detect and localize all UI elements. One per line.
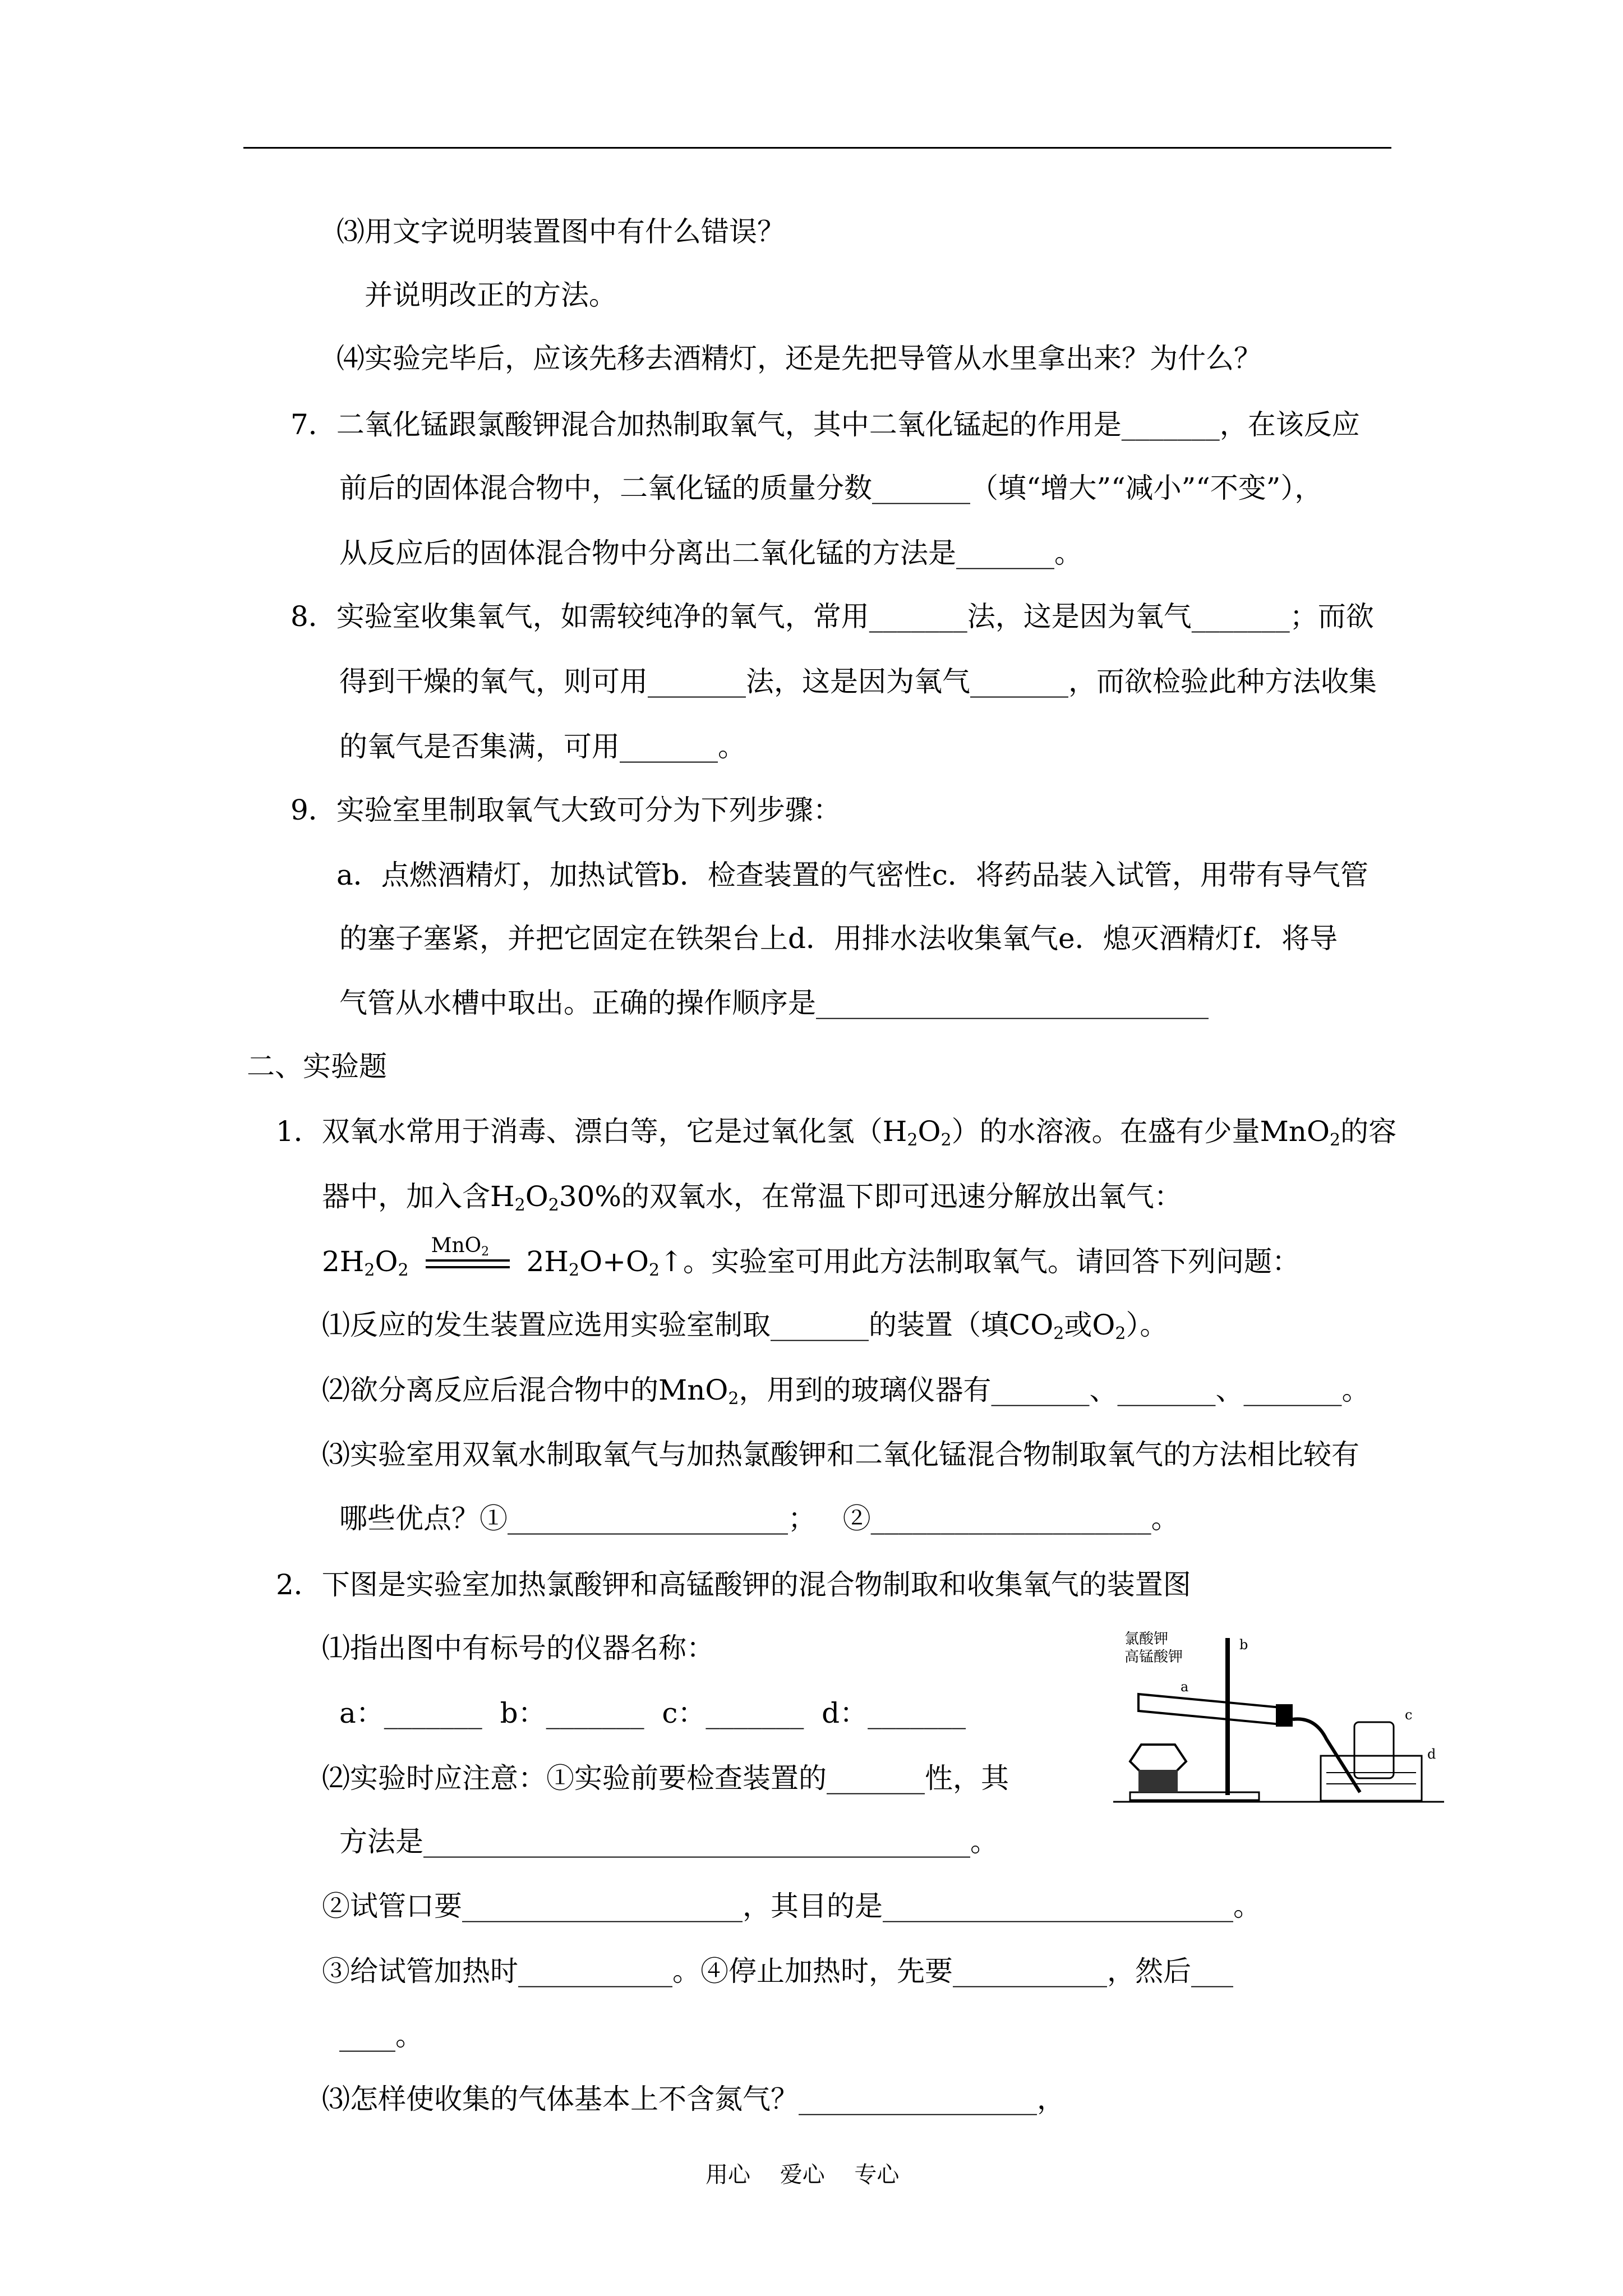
text-line: ②试管口要____________________，其目的是_________________________。 <box>322 1890 1261 1922</box>
sub: 2 <box>569 1260 580 1280</box>
sub: 2 <box>649 1260 660 1280</box>
sub: 2 <box>940 1130 952 1150</box>
text-line: 气管从水槽中取出。正确的操作顺序是____________________________ <box>339 987 1209 1019</box>
text: ⑵欲分离反应后混合物中的MnO <box>322 1374 728 1406</box>
sub: 2 <box>481 1245 490 1259</box>
figure-label: 高锰酸钾 <box>1124 1649 1183 1665</box>
text: ）。 <box>1126 1309 1168 1341</box>
reaction-equation <box>322 1234 1301 1280</box>
label-d: d <box>1427 1746 1436 1762</box>
text-line: a：_______ b：_______ c：_______ d：_______ <box>339 1697 966 1729</box>
question-1 <box>276 1115 1396 1148</box>
question-9: 9．实验室里制取氧气大致可分为下列步骤： <box>291 794 841 826</box>
text-line: ⑷实验完毕后，应该先移去酒精灯，还是先把导管从水里拿出来？为什么？ <box>336 342 1262 375</box>
question-2: 2．下图是实验室加热氯酸钾和高锰酸钾的混合物制取和收集氧气的装置图 <box>276 1568 1191 1601</box>
catalyst: MnO <box>431 1234 482 1257</box>
question-8: 8．实验室收集氧气，如需较纯净的氧气，常用_______法，这是因为氧气_______；而欲 <box>291 600 1374 633</box>
sub: 2 <box>1053 1324 1064 1343</box>
sub: 2 <box>1115 1324 1126 1343</box>
page-footer: 用心 爱心 专心 <box>706 2162 900 2188</box>
text: 2H <box>322 1245 365 1278</box>
text-line: ③给试管加热时___________。④停止加热时，先要___________，然后___ <box>322 1955 1233 1987</box>
sub: 2 <box>548 1195 559 1215</box>
text-line: ⑶用文字说明装置图中有什么错误？ <box>336 215 785 248</box>
text: 或O <box>1064 1309 1115 1341</box>
text-line: ⑴指出图中有标号的仪器名称： <box>322 1632 714 1664</box>
text: ⑴反应的发生装置应选用实验室制取_______的装置（填CO <box>322 1309 1054 1341</box>
catalyst-arrow <box>426 1234 510 1278</box>
text: O+O <box>579 1245 649 1278</box>
sub: 2 <box>364 1260 375 1280</box>
question-7: 7．二氧化锰跟氯酸钾混合加热制取氧气，其中二氧化锰起的作用是_______，在该反应 <box>291 408 1360 441</box>
text-line: 的氧气是否集满，可用_______。 <box>339 730 746 763</box>
label-b: b <box>1239 1637 1248 1653</box>
text: O <box>917 1115 941 1148</box>
text: 30%的双氧水，在常温下即可迅速分解放出氧气： <box>559 1180 1182 1213</box>
text: 1．双氧水常用于消毒、漂白等，它是过氧化氢（H <box>276 1115 907 1148</box>
text: ）的水溶液。在盛有少量MnO <box>951 1115 1330 1148</box>
sub: 2 <box>514 1195 525 1215</box>
header-rule <box>243 147 1391 149</box>
text-line <box>322 1180 1182 1213</box>
text-line: 的塞子塞紧，并把它固定在铁架台上d．用排水法收集氧气e．熄灭酒精灯f．将导 <box>339 922 1338 955</box>
text-line: 哪些优点？①____________________； ②____________________。 <box>339 1502 1179 1535</box>
section-heading: 二、实验题 <box>247 1050 387 1083</box>
text: 2H <box>526 1245 569 1278</box>
text-line: 前后的固体混合物中，二氧化锰的质量分数_______（填“增大”“减小”“不变”）， <box>339 472 1323 504</box>
sub: 2 <box>728 1389 739 1409</box>
text-line: ⑵实验时应注意：①实验前要检查装置的_______性，其 <box>322 1762 1009 1795</box>
text-line: 从反应后的固体混合物中分离出二氧化锰的方法是_______。 <box>339 537 1082 569</box>
figure-label: 氯酸钾 <box>1124 1631 1169 1648</box>
text-line <box>322 1373 1370 1407</box>
text: O <box>375 1245 398 1278</box>
text: 器中，加入含H <box>322 1180 515 1213</box>
text-line: 得到干燥的氧气，则可用_______法，这是因为氧气_______，而欲检验此种方法收集 <box>339 665 1377 698</box>
text-line: 并说明改正的方法。 <box>365 279 617 311</box>
sub: 2 <box>907 1130 918 1150</box>
sub: 2 <box>1330 1130 1341 1150</box>
text-line <box>322 1308 1168 1342</box>
text-line: ⑶实验室用双氧水制取氧气与加热氯酸钾和二氧化锰混合物制取氧气的方法相比较有 <box>322 1438 1359 1471</box>
text: ↑。实验室可用此方法制取氧气。请回答下列问题： <box>660 1245 1301 1278</box>
apparatus-diagram <box>1113 1621 1450 1812</box>
text: ，用到的玻璃仪器有_______、_______、_______。 <box>739 1374 1370 1406</box>
sub: 2 <box>398 1260 409 1280</box>
text: O <box>525 1180 548 1213</box>
text-line: 方法是_______________________________________。 <box>339 1825 998 1858</box>
text-line: ____。 <box>339 2019 423 2052</box>
text-line: a．点燃酒精灯，加热试管b．检查装置的气密性c．将药品装入试管，用带有导气管 <box>336 859 1368 891</box>
text-line: ⑶怎样使收集的气体基本上不含氮气？_________________， <box>322 2083 1065 2115</box>
text: 的容 <box>1340 1115 1397 1148</box>
label-a: a <box>1181 1679 1189 1695</box>
label-c: c <box>1405 1707 1413 1723</box>
